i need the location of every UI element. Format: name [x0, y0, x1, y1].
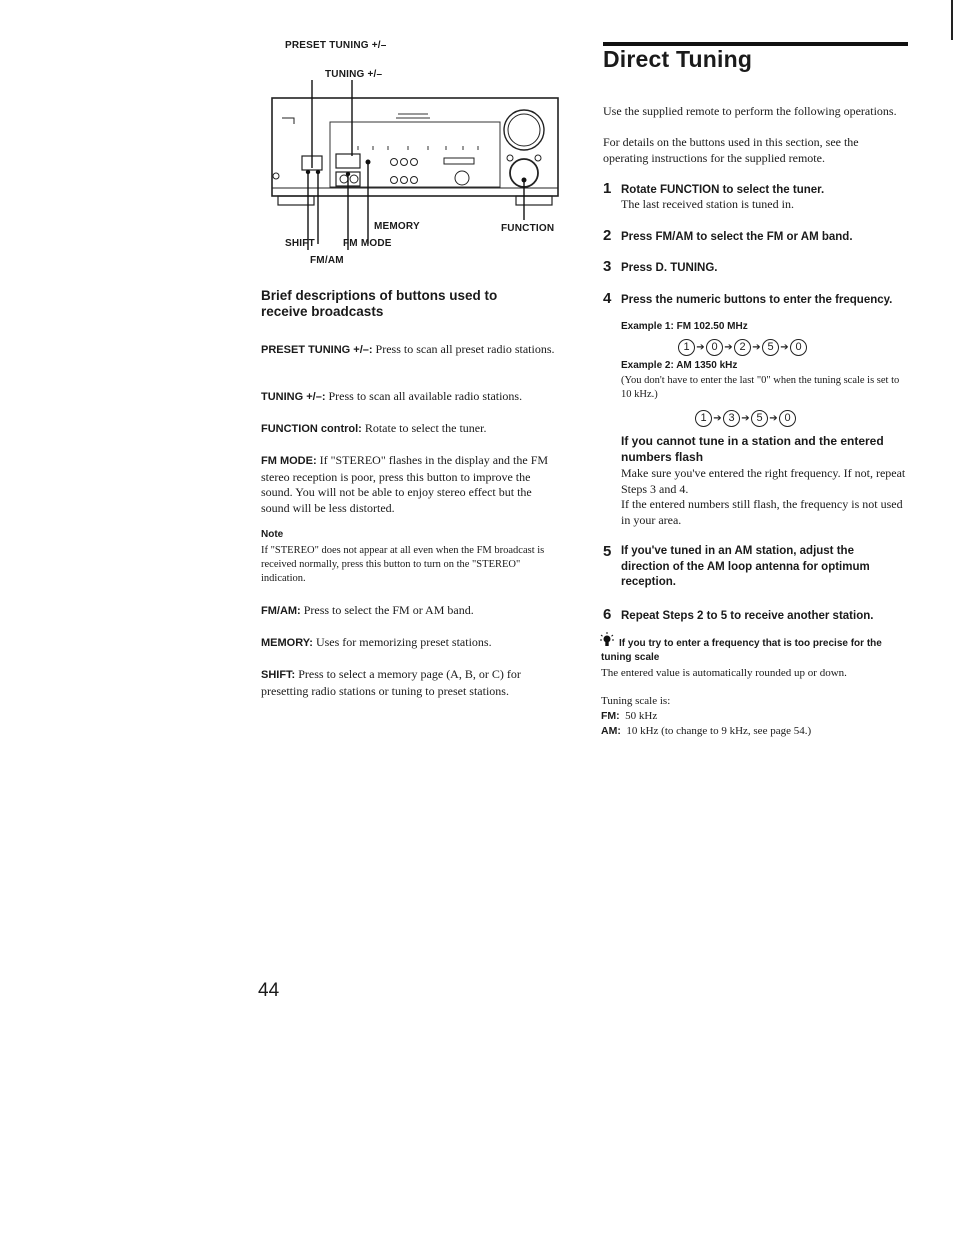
label-memory: MEMORY [374, 221, 420, 232]
step-6: 6 Repeat Steps 2 to 5 to receive another station. [603, 606, 874, 623]
key-5: 5 [762, 339, 779, 356]
section-heading: Brief descriptions of buttons used to receive broadcasts [261, 288, 498, 319]
note-title: Note [261, 529, 284, 540]
step-1: 1 Rotate FUNCTION to select the tuner. [603, 180, 825, 197]
key-1: 1 [678, 339, 695, 356]
desc-function: FUNCTION control: Rotate to select the tuner. [261, 421, 487, 435]
example-2-label: Example 2: AM 1350 kHz [621, 360, 738, 371]
example-2-note: (You don't have to enter the last "0" when the tuning scale is set to 10 kHz.) [621, 375, 900, 400]
label-function: FUNCTION [501, 223, 555, 234]
key-1: 1 [695, 410, 712, 427]
example-1-keys: 1 ➔ 0 ➔ 2 ➔ 5 ➔ 0 [678, 339, 807, 356]
label-fm-mode: FM MODE [343, 238, 392, 249]
key-3: 3 [723, 410, 740, 427]
tip-text: The entered value is automatically rounded up or down. [601, 667, 847, 679]
cannot-tune-text-2: If the entered numbers still flash, the frequency is not used in your area. [621, 497, 903, 527]
label-shift: SHIFT [285, 238, 315, 249]
step-1-body: The last received station is tuned in. [621, 197, 794, 211]
key-0: 0 [706, 339, 723, 356]
tuning-scale-fm: FM: 50 kHz [601, 710, 658, 722]
page-edge [951, 0, 953, 40]
key-0: 0 [790, 339, 807, 356]
desc-fm-am: FM/AM: Press to select the FM or AM band. [261, 603, 474, 617]
label-preset-tuning: PRESET TUNING +/– [285, 40, 387, 51]
page-title: Direct Tuning [603, 46, 753, 72]
desc-tuning: TUNING +/–: Press to scan all available radio stations. [261, 389, 523, 403]
desc-shift: SHIFT: Press to select a memory page (A, B, or C) for presetting radio stations or tuning to preset stations. [261, 667, 521, 698]
desc-fm-mode: FM MODE: If "STEREO" flashes in the display and the FM stereo reception is poor, press this button to improve the sound. You will not be able to enjoy stereo effect but the sound will be less distorted. [261, 453, 549, 515]
tuning-scale-am: AM: 10 kHz (to change to 9 kHz, see page 54.) [601, 725, 812, 737]
example-1-label: Example 1: FM 102.50 MHz [621, 321, 748, 332]
example-2-keys: 1 ➔ 3 ➔ 5 ➔ 0 [695, 410, 796, 427]
tuning-scale-intro: Tuning scale is: [601, 695, 671, 707]
cannot-tune-text-1: Make sure you've entered the right frequency. If not, repeat Steps 3 and 4. [621, 466, 906, 496]
step-2: 2 Press FM/AM to select the FM or AM band. [603, 227, 853, 244]
step-4: 4 Press the numeric buttons to enter the frequency. [603, 290, 893, 307]
label-tuning: TUNING +/– [325, 69, 383, 80]
desc-preset-tuning: PRESET TUNING +/–: Press to scan all preset radio stations. [261, 342, 555, 356]
key-2: 2 [734, 339, 751, 356]
note-text: If "STEREO" does not appear at all even when the FM broadcast is received normally, press this button to turn on the "STEREO" indication. [261, 545, 545, 584]
intro-text-2: For details on the buttons used in this section, see the operating instructions for the supplied remote. [603, 135, 859, 165]
page-number: 44 [258, 980, 280, 1001]
desc-memory: MEMORY: Uses for memorizing preset stations. [261, 635, 492, 649]
label-fm-am: FM/AM [310, 255, 344, 266]
key-0: 0 [779, 410, 796, 427]
intro-text-1: Use the supplied remote to perform the following operations. [603, 104, 897, 118]
cannot-tune-heading: If you cannot tune in a station and the entered numbers flash [621, 434, 884, 464]
step-5: 5 If you've tuned in an AM station, adjust the direction of the AM loop antenna for optimum reception. [603, 543, 870, 588]
tip-heading: If you try to enter a frequency that is too precise for the tuning scale [601, 638, 882, 663]
step-3: 3 Press D. TUNING. [603, 258, 718, 275]
key-5: 5 [751, 410, 768, 427]
